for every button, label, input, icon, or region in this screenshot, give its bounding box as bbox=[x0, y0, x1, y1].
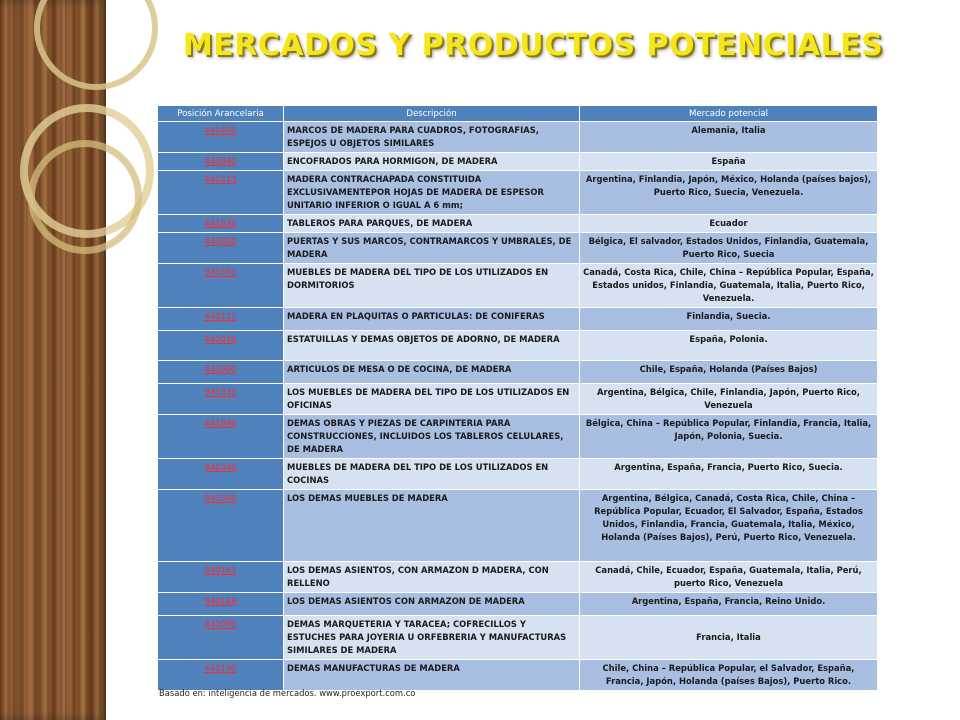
description-cell: MADERA EN PLAQUITAS O PARTICULAS: DE CONIFERAS bbox=[284, 308, 580, 331]
tariff-code-cell bbox=[158, 331, 284, 361]
tariff-code-link[interactable]: 441820 bbox=[204, 236, 237, 246]
tariff-code-link[interactable]: 441400 bbox=[204, 125, 237, 135]
tariff-code-link[interactable]: 440121 bbox=[204, 311, 237, 321]
tariff-code-link[interactable]: 442010 bbox=[204, 334, 237, 344]
tariff-code-link[interactable]: 940169 bbox=[204, 596, 237, 606]
table-row bbox=[158, 153, 878, 171]
description-cell: MADERA CONTRACHAPADA CONSTITUIDA EXCLUSIVAMENTEPOR HOJAS DE MADERA DE ESPESOR UNITARIO INFERIOR O IGUAL A 6 mm; bbox=[284, 171, 580, 215]
market-cell: Chile, China – República Popular, el Salvador, España, Francia, Japón, Holanda (países Bajos), Puerto Rico. bbox=[580, 660, 878, 691]
market-cell: Argentina, Finlandia, Japón, México, Holanda (países bajos), Puerto Rico, Suecia, Venezuela. bbox=[580, 171, 878, 215]
tariff-code-link[interactable]: 441840 bbox=[204, 156, 237, 166]
description-cell: ARTICULOS DE MESA O DE COCINA, DE MADERA bbox=[284, 361, 580, 384]
tariff-code-cell bbox=[158, 215, 284, 233]
table-row bbox=[158, 415, 878, 459]
table-header-row bbox=[158, 106, 878, 122]
table-row bbox=[158, 616, 878, 660]
market-cell: Bélgica, El salvador, Estados Unidos, Finlandia, Guatemala, Puerto Rico, Suecia bbox=[580, 233, 878, 264]
description-cell: DEMAS MANUFACTURAS DE MADERA bbox=[284, 660, 580, 691]
header-position: Posición Arancelaria bbox=[158, 106, 284, 122]
market-cell: Argentina, España, Francia, Puerto Rico, Suecia. bbox=[580, 459, 878, 490]
tariff-code-cell bbox=[158, 153, 284, 171]
tariff-code-link[interactable]: 442090 bbox=[204, 619, 237, 629]
market-cell: Chile, España, Holanda (Países Bajos) bbox=[580, 361, 878, 384]
market-cell: Canadá, Costa Rica, Chile, China – República Popular, España, Estados unidos, Finlandia, Guatemala, Italia, Puerto Rico, Venezuela. bbox=[580, 264, 878, 308]
table-row bbox=[158, 384, 878, 415]
tariff-code-link[interactable]: 940350 bbox=[204, 267, 237, 277]
tariff-code-cell bbox=[158, 361, 284, 384]
market-cell: Francia, Italia bbox=[580, 616, 878, 660]
description-cell: MUEBLES DE MADERA DEL TIPO DE LOS UTILIZADOS EN COCINAS bbox=[284, 459, 580, 490]
slide-title: MERCADOS Y PRODUCTOS POTENCIALES bbox=[182, 28, 884, 63]
description-cell: LOS MUEBLES DE MADERA DEL TIPO DE LOS UTILIZADOS EN OFICINAS bbox=[284, 384, 580, 415]
description-cell: MARCOS DE MADERA PARA CUADROS, FOTOGRAFIAS, ESPEJOS U OBJETOS SIMILARES bbox=[284, 122, 580, 153]
markets-table bbox=[157, 105, 878, 691]
table-row bbox=[158, 215, 878, 233]
tariff-code-cell bbox=[158, 415, 284, 459]
tariff-code-link[interactable]: 940360 bbox=[204, 493, 237, 503]
market-cell: Bélgica, China – República Popular, Finlandia, Francia, Italia, Japón, Polonia, Suecia. bbox=[580, 415, 878, 459]
table-row bbox=[158, 122, 878, 153]
table-row bbox=[158, 490, 878, 562]
tariff-code-cell bbox=[158, 122, 284, 153]
market-cell: Argentina, España, Francia, Reino Unido. bbox=[580, 593, 878, 616]
market-cell: Finlandia, Suecia. bbox=[580, 308, 878, 331]
market-cell: Ecuador bbox=[580, 215, 878, 233]
tariff-code-link[interactable]: 940161 bbox=[204, 565, 237, 575]
table-row bbox=[158, 233, 878, 264]
market-cell: Alemania, Italia bbox=[580, 122, 878, 153]
market-cell: Argentina, Bélgica, Chile, Finlandia, Japón, Puerto Rico, Venezuela bbox=[580, 384, 878, 415]
table-row bbox=[158, 264, 878, 308]
description-cell: TABLEROS PARA PARQUES, DE MADERA bbox=[284, 215, 580, 233]
market-cell: España bbox=[580, 153, 878, 171]
table-row bbox=[158, 331, 878, 361]
market-cell: España, Polonia. bbox=[580, 331, 878, 361]
description-cell: LOS DEMAS MUEBLES DE MADERA bbox=[284, 490, 580, 562]
description-cell: DEMAS OBRAS Y PIEZAS DE CARPINTERIA PARA CONSTRUCCIONES, INCLUIDOS LOS TABLEROS CELULARES, DE MADERA bbox=[284, 415, 580, 459]
description-cell: ENCOFRADOS PARA HORMIGON, DE MADERA bbox=[284, 153, 580, 171]
tariff-code-cell bbox=[158, 264, 284, 308]
tariff-code-cell bbox=[158, 490, 284, 562]
table-row bbox=[158, 660, 878, 691]
tariff-code-link[interactable]: 441213 bbox=[204, 174, 237, 184]
tariff-code-cell bbox=[158, 593, 284, 616]
market-cell: Argentina, Bélgica, Canadá, Costa Rica, Chile, China – República Popular, Ecuador, El Salvador, España, Estados Unidos, Finlandia, Francia, Guatemala, Italia, México, Holanda (Países Bajos), Perú, Puerto Rico, Venezuela. bbox=[580, 490, 878, 562]
header-description: Descripción bbox=[284, 106, 580, 122]
tariff-code-cell bbox=[158, 459, 284, 490]
description-cell: DEMAS MARQUETERIA Y TARACEA; COFRECILLOS Y ESTUCHES PARA JOYERIA U ORFEBRERIA Y MANUFACTURAS SIMILARES DE MADERA bbox=[284, 616, 580, 660]
description-cell: ESTATUILLAS Y DEMAS OBJETOS DE ADORNO, DE MADERA bbox=[284, 331, 580, 361]
tariff-code-cell bbox=[158, 233, 284, 264]
decorative-ring bbox=[28, 140, 142, 254]
tariff-code-link[interactable]: 441900 bbox=[204, 364, 237, 374]
description-cell: MUEBLES DE MADERA DEL TIPO DE LOS UTILIZADOS EN DORMITORIOS bbox=[284, 264, 580, 308]
tariff-code-link[interactable]: 442190 bbox=[204, 663, 237, 673]
description-cell: LOS DEMAS ASIENTOS, CON ARMAZON D MADERA, CON RELLENO bbox=[284, 562, 580, 593]
table-row bbox=[158, 562, 878, 593]
table-row bbox=[158, 593, 878, 616]
table-row bbox=[158, 459, 878, 490]
description-cell: PUERTAS Y SUS MARCOS, CONTRAMARCOS Y UMBRALES, DE MADERA bbox=[284, 233, 580, 264]
tariff-code-cell bbox=[158, 616, 284, 660]
tariff-code-cell bbox=[158, 308, 284, 331]
table-row bbox=[158, 308, 878, 331]
tariff-code-link[interactable]: 940340 bbox=[204, 462, 237, 472]
source-note: Basado en: inteligencia de mercados. www.proexport.com.co bbox=[159, 688, 416, 698]
table-row bbox=[158, 361, 878, 384]
tariff-code-cell bbox=[158, 562, 284, 593]
tariff-code-link[interactable]: 441830 bbox=[204, 218, 237, 228]
tariff-code-link[interactable]: 940330 bbox=[204, 387, 237, 397]
header-market: Mercado potencial bbox=[580, 106, 878, 122]
tariff-code-link[interactable]: 441890 bbox=[204, 418, 237, 428]
tariff-code-cell bbox=[158, 660, 284, 691]
description-cell: LOS DEMAS ASIENTOS CON ARMAZON DE MADERA bbox=[284, 593, 580, 616]
tariff-code-cell bbox=[158, 384, 284, 415]
tariff-code-cell bbox=[158, 171, 284, 215]
table-row bbox=[158, 171, 878, 215]
market-cell: Canadá, Chile, Ecuador, España, Guatemala, Italia, Perú, puerto Rico, Venezuela bbox=[580, 562, 878, 593]
